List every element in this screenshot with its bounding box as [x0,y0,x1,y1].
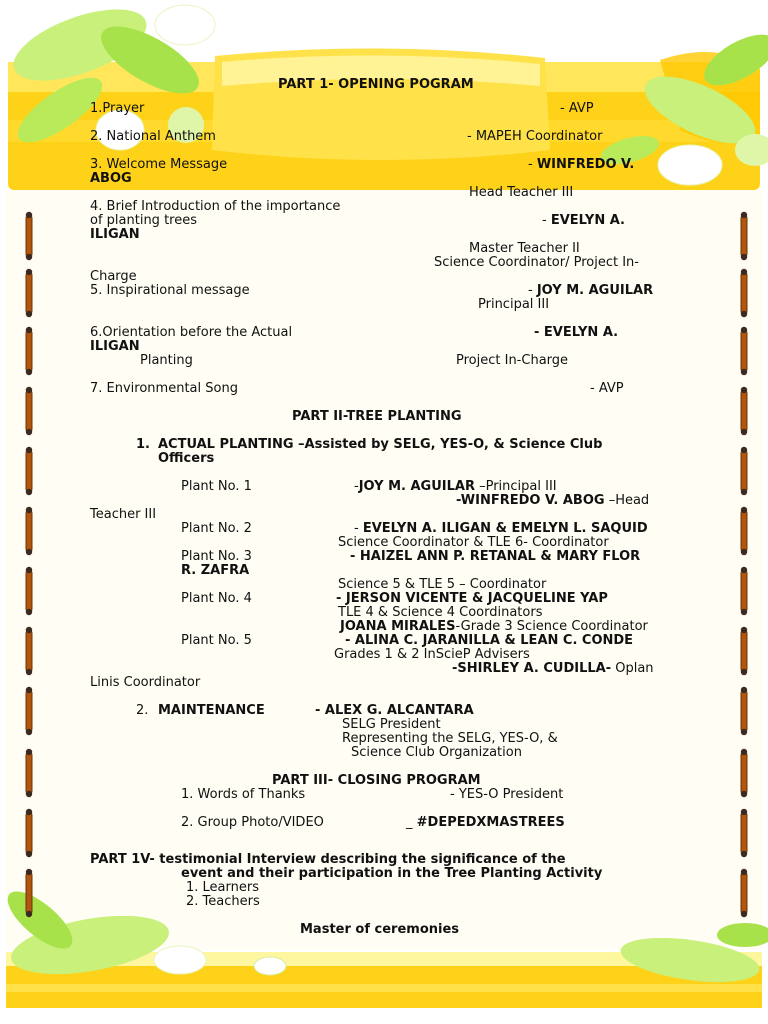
maintenance-role1: SELG President [342,717,441,732]
maintenance-num: 2. [136,703,149,718]
item-intro-role2: Science Coordinator/ Project In- [434,255,639,270]
item-welcome-role: Head Teacher III [469,185,574,200]
item-intro-role3: Charge [90,269,137,284]
item-welcome-name2: ABOG [90,171,132,186]
part2-title: PART II-TREE PLANTING [292,409,462,424]
stick-right [741,749,747,797]
stick-right [741,212,747,260]
plant3-name2: R. ZAFRA [181,563,250,578]
closing-thanks: 1. Words of Thanks [181,787,306,802]
stick-left [26,507,32,555]
item-song: 7. Environmental Song [90,381,238,396]
part4-line1: PART 1V- testimonial Interview describing the significance of the [90,852,566,867]
item-intro-line2: of planting trees [90,213,197,228]
plant3-label: Plant No. 3 [181,549,252,564]
maintenance-name: - ALEX G. ALCANTARA [315,703,474,718]
stick-left [26,869,32,917]
plant5-by2: -SHIRLEY A. CUDILLA- Oplan [452,661,654,676]
stick-left [26,269,32,317]
plant5-role: Grades 1 & 2 InScieP Advisers [334,647,530,662]
stick-left [26,687,32,735]
item-welcome-by: - WINFREDO V. [528,157,635,172]
item-inspirational-by: - JOY M. AGUILAR [528,283,654,298]
stick-left [26,327,32,375]
plant2-by: - EVELYN A. ILIGAN & EMELYN L. SAQUID [354,521,648,536]
stick-right [741,327,747,375]
stick-left [26,627,32,675]
actual-planting-num: 1. [136,437,150,452]
closing-photo: 2. Group Photo/VIDEO [181,815,324,830]
stick-left [26,387,32,435]
stick-right [741,809,747,857]
plant1-label: Plant No. 1 [181,479,252,494]
footer-master-of-ceremonies: Master of ceremonies [300,922,460,937]
plant1-by: -JOY M. AGUILAR –Principal III [354,479,557,494]
item-orientation-role: Project In-Charge [456,353,569,368]
plant5-label: Plant No. 5 [181,633,252,648]
plant4-by2: JOANA MIRALES-Grade 3 Science Coordinator [340,619,648,634]
item-inspirational: 5. Inspirational message [90,283,250,298]
stick-left [26,567,32,615]
item-intro-by: - EVELYN A. [542,213,625,228]
stick-left [26,447,32,495]
closing-thanks-by: - YES-O President [450,787,564,802]
maintenance-role3: Science Club Organization [351,745,522,760]
item-intro-line1: 4. Brief Introduction of the importance [90,199,341,214]
item-orientation-name: - EVELYN A. [534,325,619,340]
item-anthem-by: - MAPEH Coordinator [467,129,603,144]
stick-right [741,627,747,675]
maintenance-label: MAINTENANCE [158,703,265,718]
part1-title: PART 1- OPENING POGRAM [278,77,474,92]
plant1-by2: -WINFREDO V. ABOG –Head [456,493,650,508]
part4-learners: 1. Learners [186,880,259,895]
stick-left [26,809,32,857]
stick-right [741,567,747,615]
closing-hashtag: _ #DEPEDXMASTREES [406,815,565,830]
item-inspirational-role: Principal III [478,297,550,312]
plant3-role: Science 5 & TLE 5 – Coordinator [338,577,547,592]
stick-left [26,212,32,260]
stick-right [741,447,747,495]
stick-right [741,387,747,435]
plant4-role: TLE 4 & Science 4 Coordinators [338,605,543,620]
item-orientation-name2: ILIGAN [90,339,140,354]
actual-planting-line2: Officers [158,451,215,466]
stick-left [26,749,32,797]
item-prayer-by: - AVP [560,101,594,116]
item-orientation-line2: Planting [140,353,193,368]
stick-right [741,869,747,917]
plant4-name: - JERSON VICENTE & JACQUELINE YAP [336,591,608,606]
plant5-name: - ALINA C. JARANILLA & LEAN C. CONDE [345,633,634,648]
plant2-role: Science Coordinator & TLE 6- Coordinator [338,535,609,550]
item-orientation: 6.Orientation before the Actual [90,325,293,340]
item-welcome: 3. Welcome Message [90,157,228,172]
part4-line2: event and their participation in the Tree Planting Activity [181,866,603,881]
item-song-by: - AVP [590,381,624,396]
maintenance-role2: Representing the SELG, YES-O, & [342,731,558,746]
plant4-label: Plant No. 4 [181,591,252,606]
stick-right [741,687,747,735]
plant3-name: - HAIZEL ANN P. RETANAL & MARY FLOR [350,549,641,564]
stick-right [741,269,747,317]
part4-teachers: 2. Teachers [186,894,260,909]
part3-title: PART III- CLOSING PROGRAM [272,773,481,788]
plant5-role2b: Linis Coordinator [90,675,201,690]
actual-planting-line1: ACTUAL PLANTING –Assisted by SELG, YES-O, & Science Club [158,437,603,452]
item-intro-name2: ILIGAN [90,227,140,242]
stick-right [741,507,747,555]
item-anthem: 2. National Anthem [90,129,216,144]
plant2-label: Plant No. 2 [181,521,252,536]
item-intro-role1: Master Teacher II [469,241,580,256]
plant1-role2b: Teacher III [90,507,157,522]
item-prayer: 1.Prayer [90,101,145,116]
